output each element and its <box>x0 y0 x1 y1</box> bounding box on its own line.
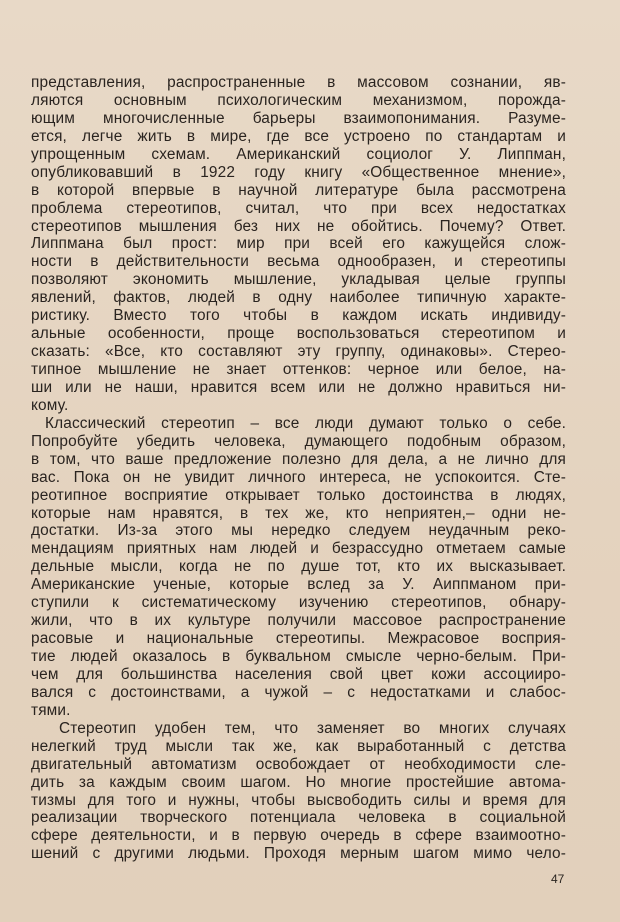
text-line: дельные мысли, когда не по душе тот, кто их высказывает. <box>31 558 566 576</box>
text-line: шений с другими людьми. Проходя мерным шагом мимо чело- <box>31 845 566 863</box>
text-line: тями. <box>31 701 71 719</box>
text-line: ступили к систематическому изучению стереотипов, обнару- <box>31 594 566 612</box>
text-line: явлений, фактов, людей в одну наиболее типичную характе- <box>31 289 566 307</box>
text-line: представления, распространенные в массовом сознании, яв- <box>31 74 566 91</box>
text-line: нелегкий труд мысли так же, как выработанный с детства <box>31 737 566 755</box>
text-line: Американские ученые, которые вслед за У. Аиппманом при- <box>31 576 566 594</box>
text-line: опубликовавший в 1922 году книгу «Общественное мнение», <box>31 163 566 181</box>
text-line: кому. <box>31 396 69 414</box>
text-line: Попробуйте убедить человека, думающего подобным образом, <box>31 432 566 450</box>
text-line: достатки. Из-за этого мы нередко следуем неудачным реко- <box>31 522 566 540</box>
text-line: ности в действительности весьма однообразен, и стереотипы <box>31 253 566 271</box>
text-line: тизмы для того и нужны, чтобы высвободить силы и время для <box>31 791 566 809</box>
text-line: мендациям приятных нам людей и безрассудно отметаем самые <box>31 540 566 558</box>
text-line: тие людей оказалось в буквальном смысле черно-белым. При- <box>31 648 566 665</box>
text-line: ется, легче жить в мире, где все устроено по стандартам и <box>31 127 566 145</box>
text-line: позволяют экономить мышление, укладывая целые группы <box>31 271 566 289</box>
text-line: вался с достоинствами, а чужой – с недостатками и слабос- <box>31 683 566 701</box>
text-line: реализации творческого потенциала человека в социальной <box>31 809 566 827</box>
text-line: в том, что ваше предложение полезно для дела, а не лично для <box>31 450 566 468</box>
text-line: стереотипов мышления без них не обойтись. Почему? Ответ. <box>31 217 566 235</box>
text-line: типное мышление не знает оттенков: черное или белое, на- <box>31 361 566 378</box>
paragraph-first-line: Классический стереотип – все люди думают только о себе. <box>45 414 566 432</box>
text-line: в которой впервые в научной литературе была рассмотрена <box>31 181 566 199</box>
text-line: реотипное восприятие открывает только достоинства в людях, <box>31 486 566 504</box>
text-line: которые нам нравятся, в тех же, кто неприятен,– одни не- <box>31 504 566 522</box>
text-line: чем для большинства населения свой цвет кожи ассоцииро- <box>31 665 566 683</box>
text-line: альные особенности, проще воспользоваться стереотипом и <box>31 325 566 343</box>
text-line: ющим многочисленные барьеры взаимопонимания. Разуме- <box>31 109 566 127</box>
page-number: 47 <box>551 872 565 886</box>
text-line: расовые и национальные стереотипы. Межрасовое восприя- <box>31 630 566 648</box>
body-text <box>31 74 566 863</box>
text-line: вас. Пока он не увидит личного интереса, не успокоится. Сте- <box>31 468 566 486</box>
text-line: дить за каждым своим шагом. Но многие простейшие автома- <box>31 773 566 791</box>
text-line: упрощенным схемам. Американский социолог У. Липпман, <box>31 145 566 163</box>
text-line: сфере деятельности, и в первую очередь в сфере взаимоотно- <box>31 827 566 845</box>
text-line: проблема стереотипов, считал, что при всех недостатках <box>31 199 566 217</box>
text-line: ляются основным психологическим механизмом, порожда- <box>31 91 566 109</box>
text-line: сказать: «Все, кто составляют эту группу, одинаковы». Стерео- <box>31 343 566 361</box>
text-line: жили, что в их культуре получили массовое распространение <box>31 612 566 630</box>
text-line: ристику. Вместо того чтобы в каждом искать индивиду- <box>31 307 566 325</box>
text-line: двигательный автоматизм освобождает от необходимости сле- <box>31 755 566 773</box>
text-line: ши или не наши, нравится всем или не должно нравиться ни- <box>31 378 566 396</box>
text-line: Липпмана был прост: мир при всей его кажущейся слож- <box>31 235 566 253</box>
paragraph-first-line: Стереотип удобен тем, что заменяет во многих случаях <box>59 719 566 737</box>
